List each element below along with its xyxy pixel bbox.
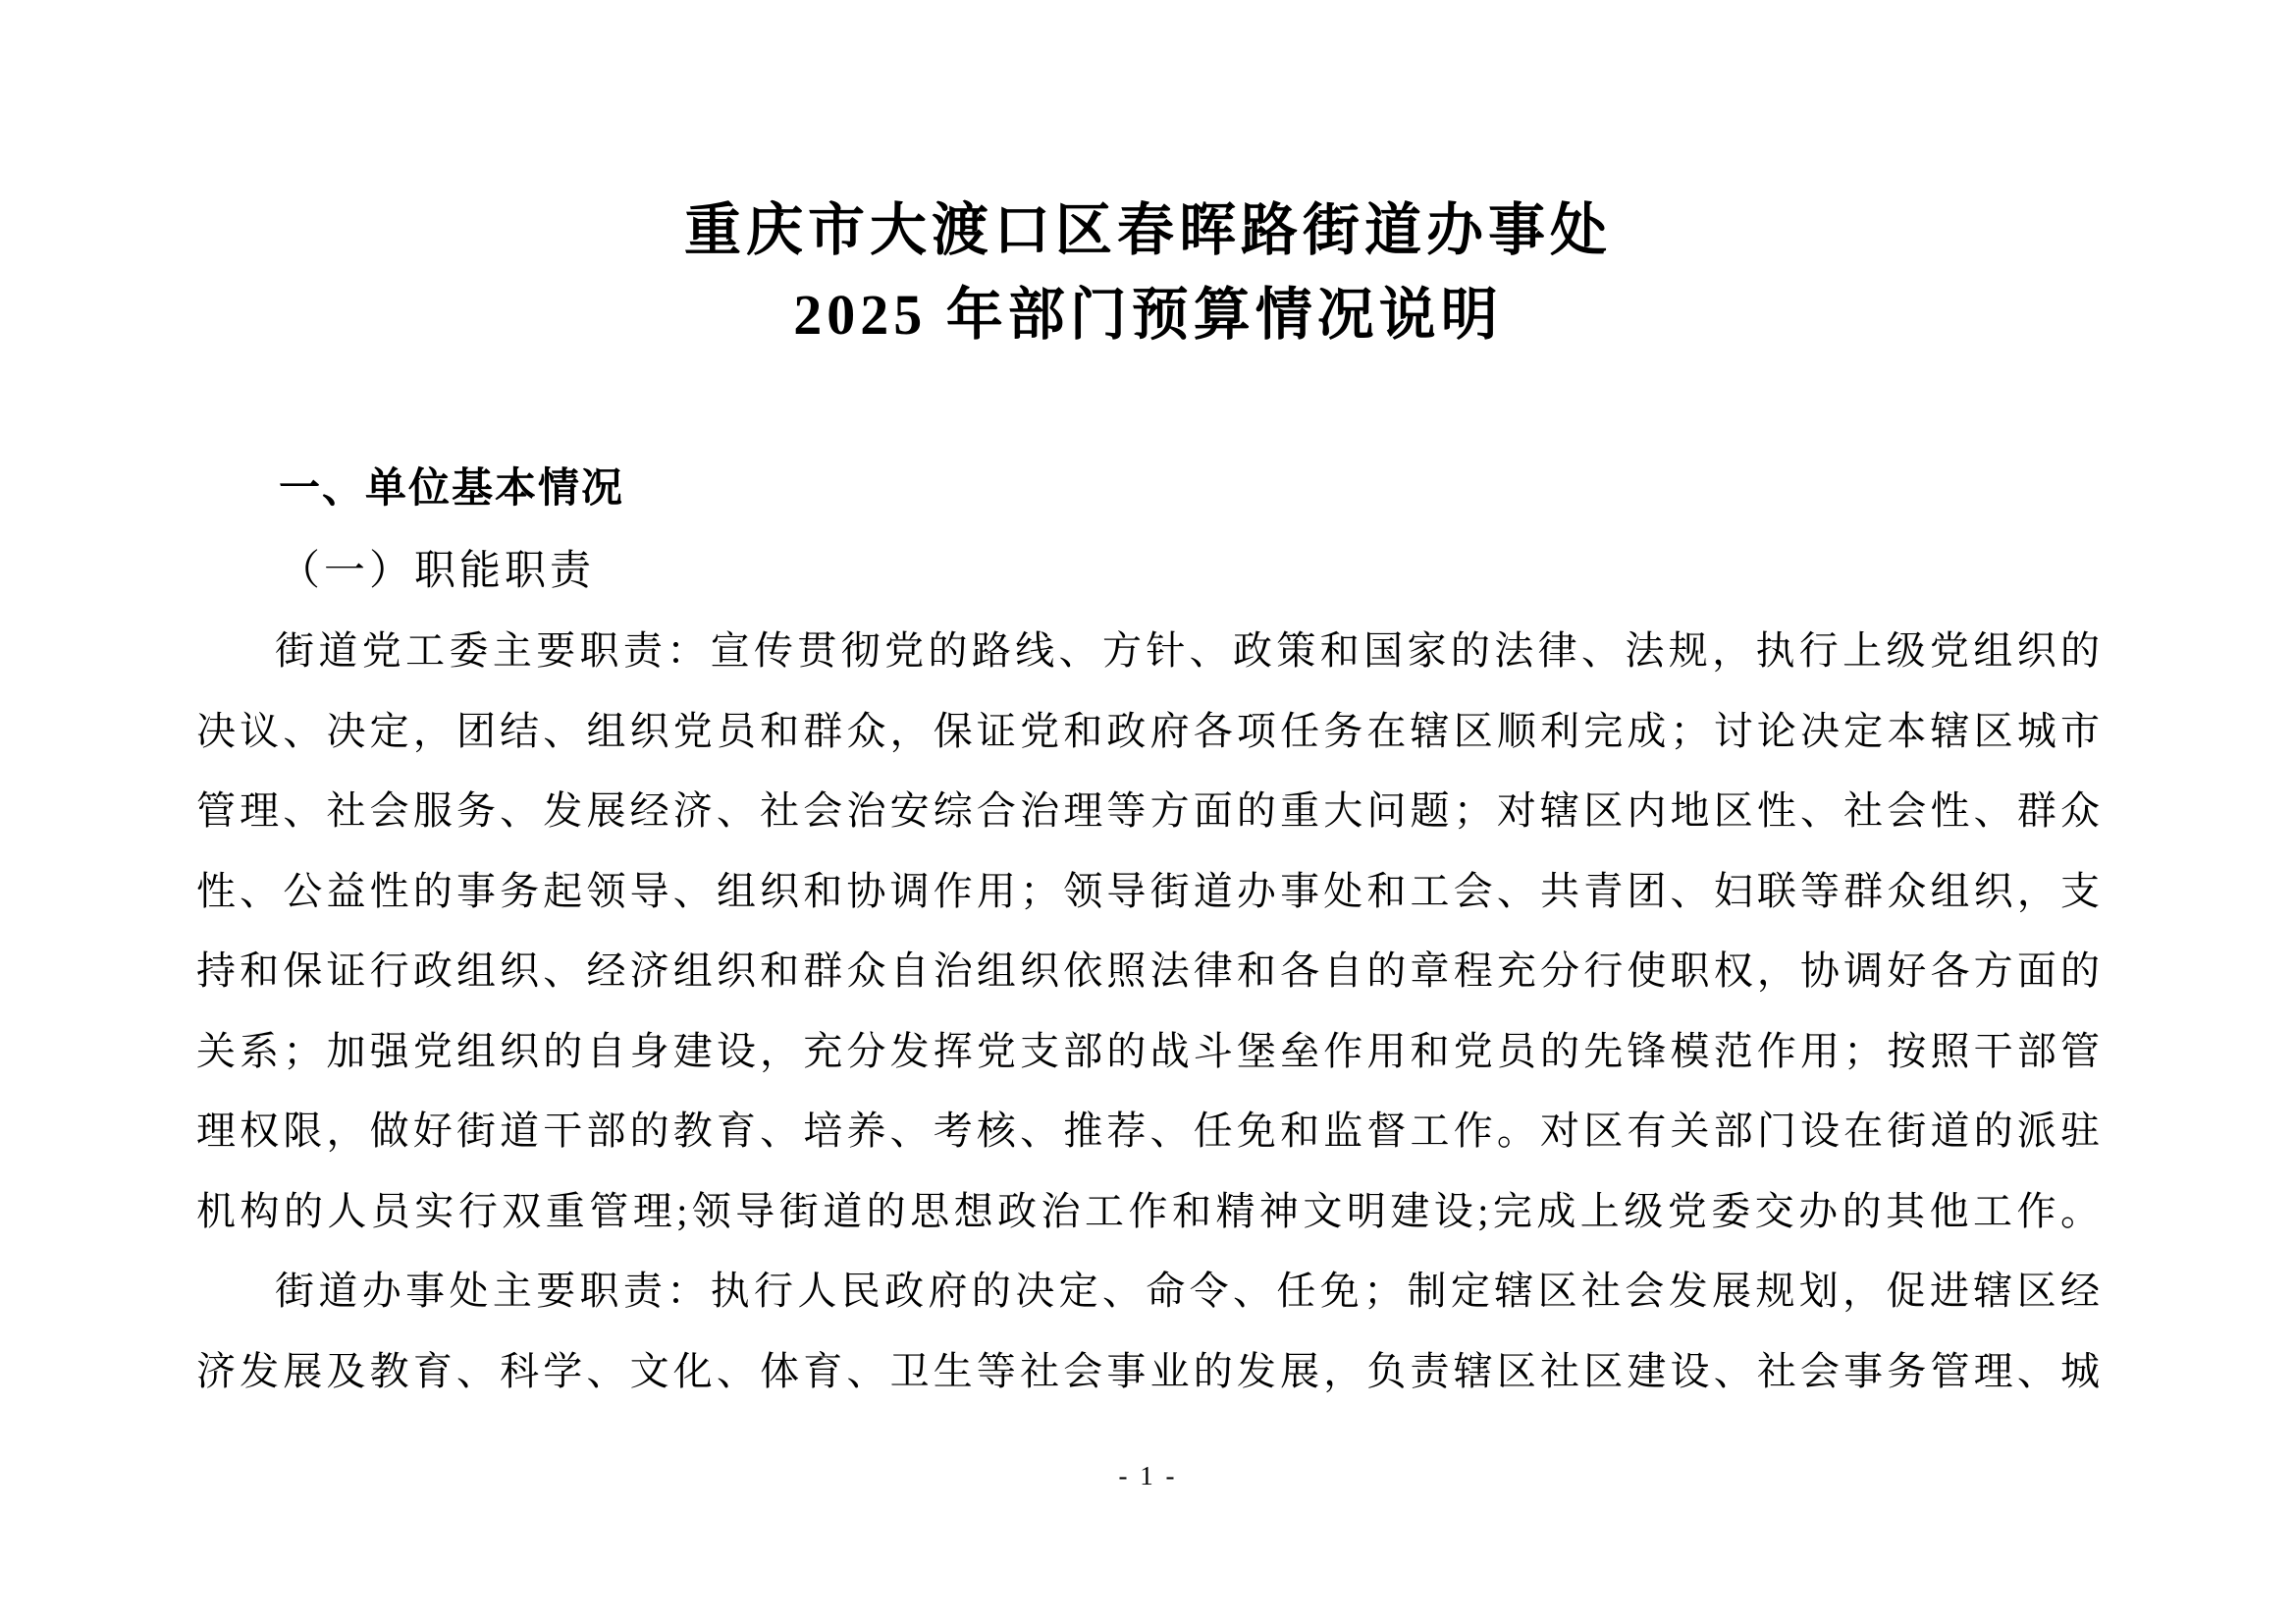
document-body: [196, 466, 2100, 1411]
section-heading: 一、单位基本情况: [279, 464, 625, 511]
paragraph: [196, 1251, 2100, 1411]
paragraph-line: 机构的人员实行双重管理;领导街道的思想政治工作和精神文明建设;完成上级党委交办的其他工作。: [196, 1188, 2100, 1233]
paragraph-line: 街道党工委主要职责：宣传贯彻党的路线、方针、政策和国家的法律、法规，执行上级党组织的: [275, 628, 2100, 673]
page-number: - 1 -: [1118, 1461, 1178, 1490]
subsection-heading: （一）职能职责: [279, 549, 596, 594]
paragraph-line: 街道办事处主要职责：执行人民政府的决定、命令、任免；制定辖区社会发展规划，促进辖区经: [275, 1269, 2100, 1313]
document-title: [0, 0, 2296, 357]
document-title-line1: 重庆市大渡口区春晖路街道办事处: [683, 198, 1612, 262]
paragraph-line: 理权限，做好街道干部的教育、培养、考核、推荐、任免和监督工作。对区有关部门设在街道的派驻: [196, 1109, 2100, 1153]
paragraph-line: 性、公益性的事务起领导、组织和协调作用；领导街道办事处和工会、共青团、妇联等群众组织，支: [196, 868, 2100, 913]
paragraph-line: 关系；加强党组织的自身建设，充分发挥党支部的战斗堡垒作用和党员的先锋模范作用；按照干部管: [196, 1028, 2100, 1073]
paragraph: [196, 611, 2100, 1251]
paragraph-line: 管理、社会服务、发展经济、社会治安综合治理等方面的重大问题；对辖区内地区性、社会性、群众: [196, 788, 2100, 833]
paragraphs-container: [196, 611, 2100, 1411]
paragraph-line: 持和保证行政组织、经济组织和群众自治组织依照法律和各自的章程充分行使职权，协调好各方面的: [196, 948, 2100, 993]
paragraph-line: 济发展及教育、科学、文化、体育、卫生等社会事业的发展，负责辖区社区建设、社会事务管理、城: [196, 1348, 2100, 1393]
document-title-line2: 2025 年部门预算情况说明: [793, 283, 1503, 347]
paragraph-line: 决议、决定，团结、组织党员和群众，保证党和政府各项任务在辖区顺利完成；讨论决定本辖区城市: [196, 708, 2100, 753]
